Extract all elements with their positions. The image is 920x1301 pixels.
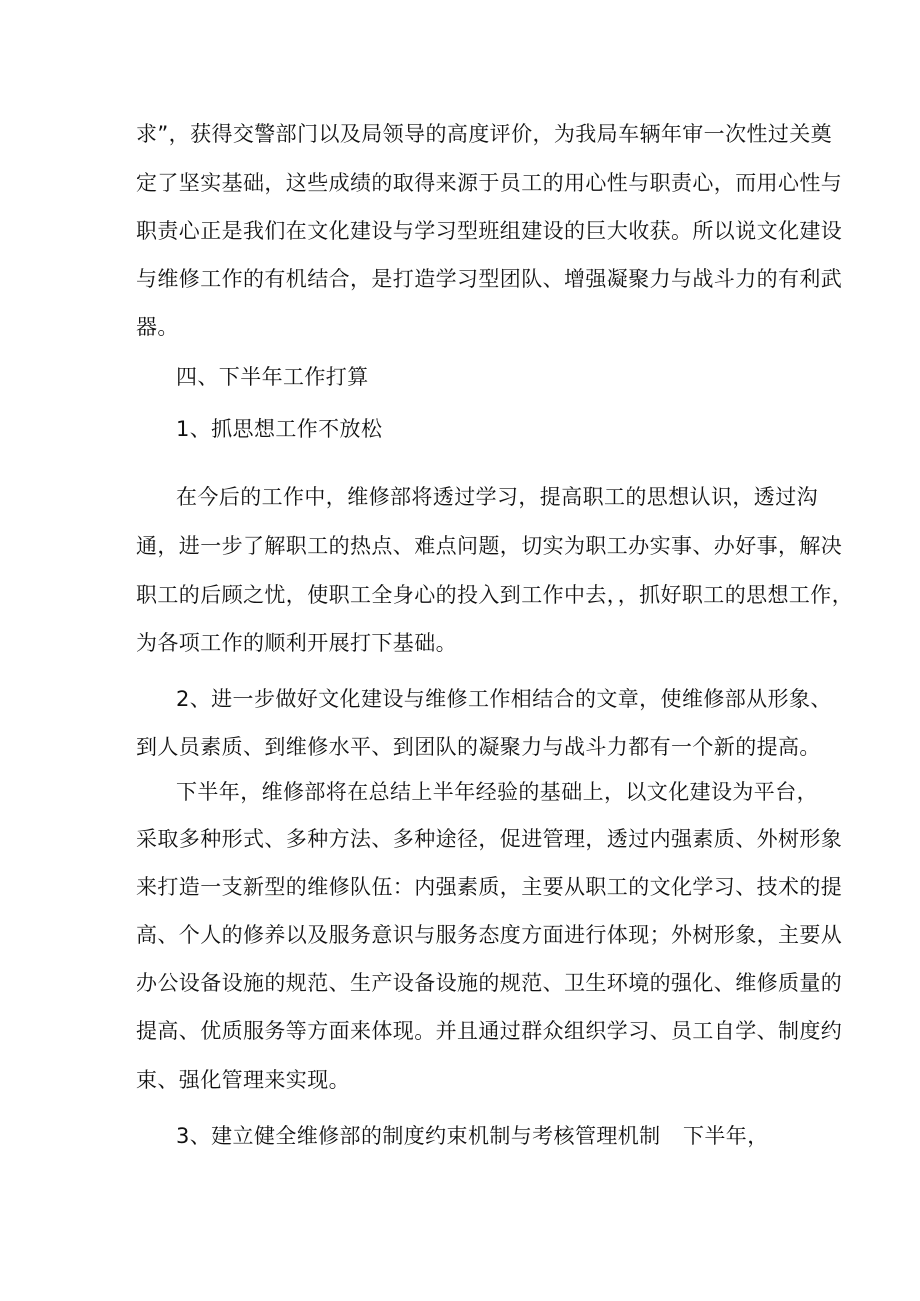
text-line-tail: 下半年，: [683, 1124, 769, 1148]
text-line: 通，进一步了解职工的热点、难点问题，切实为职工办实事、办好事，解决: [136, 534, 843, 558]
text-line: 为各项工作的顺利开展打下基础。: [136, 631, 457, 655]
subsection-heading: 2、进一步做好文化建设与维修工作相结合的文章，使维修部从形象、: [176, 687, 832, 711]
text-line: 器。: [136, 315, 179, 339]
subsection-heading: 3、建立健全维修部的制度约束机制与考核管理机制: [176, 1124, 661, 1148]
text-line: 定了坚实基础，这些成绩的取得来源于员工的用心性与职责心，而用心性与: [136, 171, 843, 195]
text-line: 办公设备设施的规范、生产设备设施的规范、卫生环境的强化、维修质量的: [136, 971, 843, 995]
text-line: 采取多种形式、多种方法、多种途径，促进管理，透过内强素质、外树形象: [136, 827, 843, 851]
text-line: 与维修工作的有机结合，是打造学习型团队、增强凝聚力与战斗力的有利武: [136, 267, 843, 291]
text-line: 职责心正是我们在文化建设与学习型班组建设的巨大收获。所以说文化建设: [136, 219, 843, 243]
text-line: 到人员素质、到维修水平、到团队的凝聚力与战斗力都有一个新的提高。: [136, 735, 821, 759]
section-heading: 四、下半年工作打算: [176, 365, 369, 389]
text-line: 高、个人的修养以及服务意识与服务态度方面进行体现；外树形象，主要从: [136, 923, 843, 947]
subsection-heading: 1、抓思想工作不放松: [176, 417, 383, 441]
text-line: 提高、优质服务等方面来体现。并且通过群众组织学习、员工自学、制度约: [136, 1019, 843, 1043]
text-line: 束、强化管理来实现。: [136, 1068, 350, 1092]
text-line: 职工的后顾之忧，使职工全身心的投入到工作中去，，抓好职工的思想工作，: [136, 583, 854, 607]
text-line: 在今后的工作中，维修部将透过学习，提高职工的思想认识，透过沟: [176, 485, 818, 509]
text-line: 求”，获得交警部门以及局领导的高度评价，为我局车辆年审一次性过关奠: [136, 122, 833, 146]
text-line: 下半年，维修部将在总结上半年经验的基础上，以文化建设为平台，: [176, 780, 818, 804]
text-line: 来打造一支新型的维修队伍：内强素质，主要从职工的文化学习、技术的提: [136, 875, 843, 899]
